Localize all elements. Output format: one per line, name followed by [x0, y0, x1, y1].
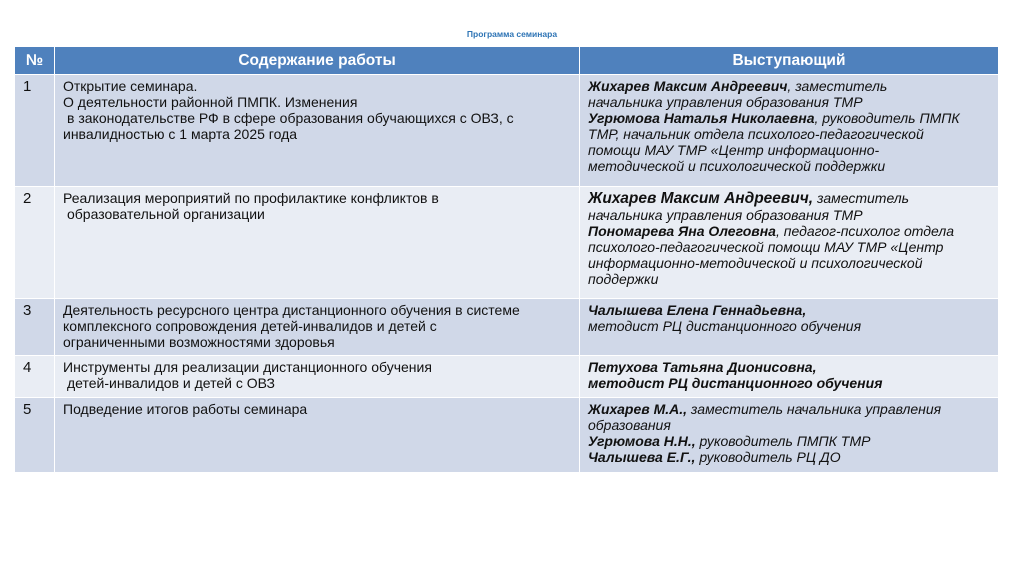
header-number: № [15, 47, 55, 75]
speaker-role: , педагог-психолог отдела [775, 223, 955, 239]
row-speakers [580, 398, 999, 473]
row-number: 1 [15, 75, 55, 187]
content-line: Деятельность ресурсного центра дистанционного обучения в системе [63, 302, 520, 318]
row-content [55, 398, 580, 473]
row-speakers [580, 187, 999, 299]
speaker-role: методист РЦ дистанционного обучения [588, 318, 862, 334]
table-row [15, 187, 999, 299]
speaker-role: помощи МАУ ТМР «Центр информационно- [588, 142, 880, 158]
speaker-name: Угрюмова Наталья Николаевна [588, 110, 815, 126]
speaker-role: руководитель РЦ ДО [695, 449, 841, 465]
page-title: Программа семинара [466, 29, 558, 39]
header-speaker: Выступающий [580, 47, 999, 75]
content-line: в законодательстве РФ в сфере образования обучающихся с ОВЗ, с [67, 110, 514, 126]
row-content [55, 75, 580, 187]
table-row [15, 356, 999, 398]
row-content [55, 356, 580, 398]
speaker-name: Жихарев Максим Андреевич [588, 78, 788, 94]
row-speakers [580, 299, 999, 356]
speaker-name: Угрюмова Н.Н., [588, 433, 696, 449]
speaker-role: образования [588, 417, 671, 433]
row-number: 4 [15, 356, 55, 398]
content-line: инвалидностью с 1 марта 2025 года [63, 126, 298, 142]
row-number: 2 [15, 187, 55, 299]
speaker-role: начальника управления образования ТМР [588, 207, 863, 223]
row-number: 5 [15, 398, 55, 473]
header-content: Содержание работы [55, 47, 580, 75]
content-line: Инструменты для реализации дистанционного обучения [63, 359, 432, 375]
speaker-role: руководитель ПМПК ТМР [695, 433, 871, 449]
content-line: Открытие семинара. [63, 78, 198, 94]
row-content [55, 299, 580, 356]
row-number: 3 [15, 299, 55, 356]
speaker-role: информационно-методической и психологической [588, 255, 923, 271]
speaker-name: методист РЦ дистанционного обучения [588, 375, 883, 391]
speaker-role: поддержки [588, 271, 659, 287]
row-speakers [580, 356, 999, 398]
speaker-name: Чалышева Елена Геннадьевна, [588, 302, 807, 318]
content-line: образовательной организации [67, 206, 265, 222]
content-line: ограниченными возможностями здоровья [63, 334, 335, 350]
row-content [55, 187, 580, 299]
content-line: детей-инвалидов и детей с ОВЗ [67, 375, 275, 391]
content-line: Реализация мероприятий по профилактике конфликтов в [63, 190, 439, 206]
table-row [15, 398, 999, 473]
speaker-name: Чалышева Е.Г., [588, 449, 696, 465]
speaker-role: психолого-педагогической помощи МАУ ТМР «Центр [588, 239, 944, 255]
speaker-role: ТМР, начальник отдела психолого-педагогической [588, 126, 924, 142]
content-line: комплексного сопровождения детей-инвалидов и детей с [63, 318, 437, 334]
speaker-role: заместитель [813, 190, 910, 206]
speaker-name: Пономарева Яна Олеговна [588, 223, 776, 239]
speaker-role: , заместитель [787, 78, 888, 94]
speaker-name: Петухова Татьяна Дионисовна, [588, 359, 817, 375]
seminar-program-table [14, 46, 999, 473]
speaker-role: начальника управления образования ТМР [588, 94, 863, 110]
table-header-row [15, 47, 999, 75]
speaker-name: Жихарев М.А., [588, 401, 688, 417]
table-row [15, 75, 999, 187]
content-line: О деятельности районной ПМПК. Изменения [63, 94, 358, 110]
speaker-role: , руководитель ПМПК [814, 110, 960, 126]
table-row [15, 299, 999, 356]
speaker-role: методической и психологической поддержки [588, 158, 886, 174]
speaker-role: заместитель начальника управления [687, 401, 942, 417]
row-speakers [580, 75, 999, 187]
speaker-name: Жихарев Максим Андреевич, [588, 190, 814, 207]
content-line: Подведение итогов работы семинара [63, 401, 308, 417]
